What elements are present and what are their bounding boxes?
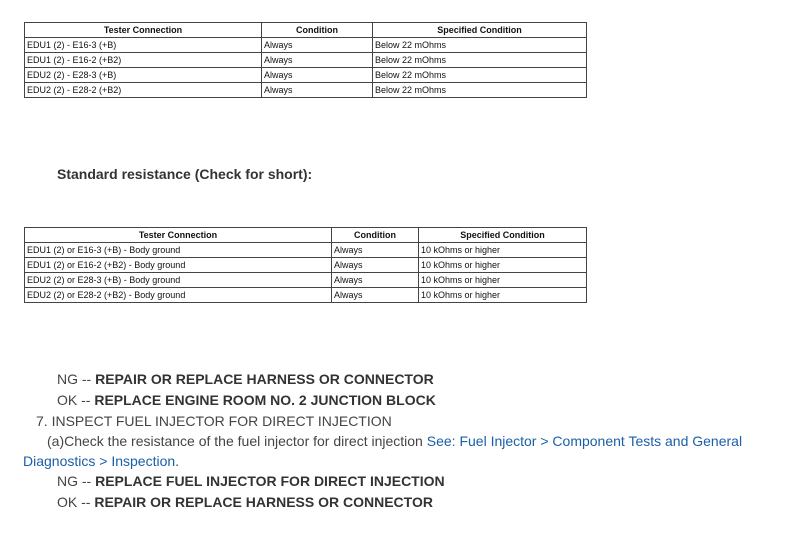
substep-a-continuation xyxy=(23,452,179,470)
short-check-spec-table xyxy=(24,227,587,303)
tester-connection-cell: EDU1 (2) or E16-3 (+B) - Body ground xyxy=(25,243,332,258)
condition-cell: Always xyxy=(262,83,373,98)
tester-connection-cell: EDU1 (2) - E16-3 (+B) xyxy=(25,38,262,53)
table-row xyxy=(25,68,587,83)
column-header-condition: Condition xyxy=(262,23,373,38)
table-header-row xyxy=(25,228,587,243)
ok-action: REPAIR OR REPLACE HARNESS OR CONNECTOR xyxy=(94,494,433,510)
table-row xyxy=(25,243,587,258)
specified-condition-cell: 10 kOhms or higher xyxy=(419,258,587,273)
column-header-condition: Condition xyxy=(332,228,419,243)
ok-label: OK -- xyxy=(57,494,95,510)
specified-condition-cell: 10 kOhms or higher xyxy=(419,288,587,303)
tester-connection-cell: EDU1 (2) or E16-2 (+B2) - Body ground xyxy=(25,258,332,273)
column-header-specified-condition: Specified Condition xyxy=(373,23,587,38)
ok-label: OK -- xyxy=(57,392,95,408)
fuel-injector-inspection-link-continued[interactable]: Diagnostics > Inspection xyxy=(23,453,176,469)
condition-cell: Always xyxy=(262,68,373,83)
ng-action: REPLACE FUEL INJECTOR FOR DIRECT INJECTION xyxy=(95,473,445,489)
substep-a-text: (a)Check the resistance of the fuel injector for direct injection xyxy=(47,433,427,449)
ng-action: REPAIR OR REPLACE HARNESS OR CONNECTOR xyxy=(95,371,434,387)
table-row xyxy=(25,83,587,98)
specified-condition-cell: 10 kOhms or higher xyxy=(419,273,587,288)
table-row xyxy=(25,288,587,303)
tester-connection-cell: EDU1 (2) - E16-2 (+B2) xyxy=(25,53,262,68)
ng-result-line xyxy=(57,370,434,388)
substep-a-line xyxy=(47,432,742,450)
short-check-heading: Standard resistance (Check for short): xyxy=(57,166,313,182)
fuel-injector-inspection-link[interactable]: See: Fuel Injector > Component Tests and General xyxy=(426,433,743,449)
condition-cell: Always xyxy=(262,38,373,53)
tester-connection-cell: EDU2 (2) or E28-2 (+B2) - Body ground xyxy=(25,288,332,303)
tester-connection-cell: EDU2 (2) - E28-3 (+B) xyxy=(25,68,262,83)
specified-condition-cell: Below 22 mOhms xyxy=(373,68,587,83)
tester-connection-cell: EDU2 (2) - E28-2 (+B2) xyxy=(25,83,262,98)
link-period: . xyxy=(175,453,180,469)
table-row xyxy=(25,258,587,273)
ng-label: NG -- xyxy=(57,371,96,387)
condition-cell: Always xyxy=(332,288,419,303)
condition-cell: Always xyxy=(332,258,419,273)
condition-cell: Always xyxy=(332,273,419,288)
specified-condition-cell: Below 22 mOhms xyxy=(373,53,587,68)
column-header-specified-condition: Specified Condition xyxy=(419,228,587,243)
specified-condition-cell: Below 22 mOhms xyxy=(373,38,587,53)
ng-label: NG -- xyxy=(57,473,96,489)
specified-condition-cell: Below 22 mOhms xyxy=(373,83,587,98)
column-header-tester-connection: Tester Connection xyxy=(25,23,262,38)
ok-result-line xyxy=(57,493,433,511)
ok-action: REPLACE ENGINE ROOM NO. 2 JUNCTION BLOCK xyxy=(94,392,436,408)
column-header-tester-connection: Tester Connection xyxy=(25,228,332,243)
continuity-spec-table xyxy=(24,22,587,98)
condition-cell: Always xyxy=(262,53,373,68)
tester-connection-cell: EDU2 (2) or E28-3 (+B) - Body ground xyxy=(25,273,332,288)
table-row xyxy=(25,53,587,68)
condition-cell: Always xyxy=(332,243,419,258)
specified-condition-cell: 10 kOhms or higher xyxy=(419,243,587,258)
ng-result-line xyxy=(57,472,445,490)
ok-result-line xyxy=(57,391,436,409)
step-7-title: 7. INSPECT FUEL INJECTOR FOR DIRECT INJECTION xyxy=(36,413,392,429)
table-header-row xyxy=(25,23,587,38)
table-row xyxy=(25,38,587,53)
table-row xyxy=(25,273,587,288)
